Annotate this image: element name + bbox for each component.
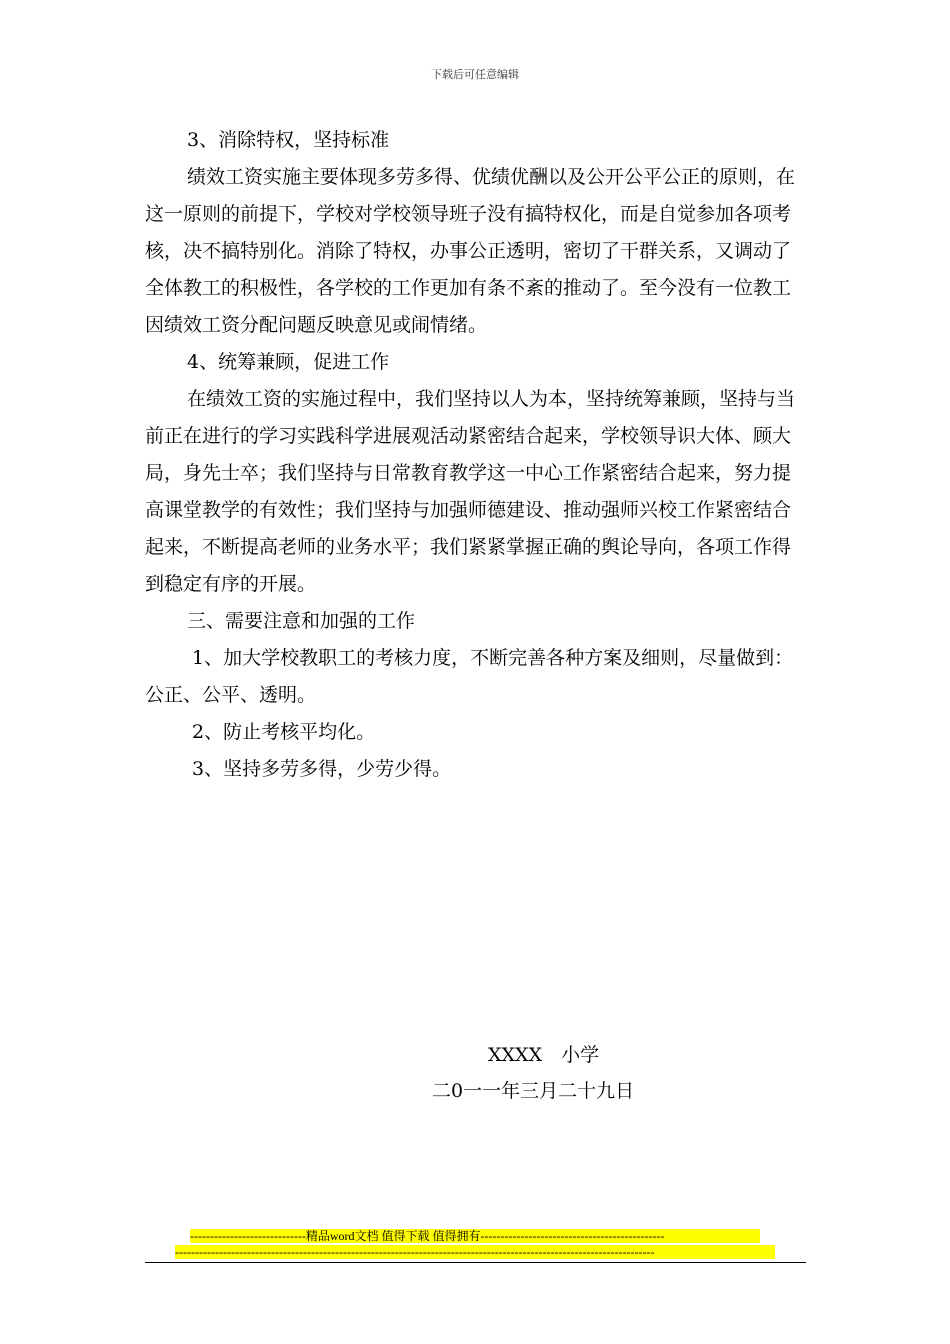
- paragraph: 在绩效工资的实施过程中，我们坚持以人为本，坚持统筹兼顾，坚持与当前正在进行的学习实践科学进展观活动紧密结合起来，学校领导识大体、顾大局，身先士卒；我们坚持与日常教育教学这一中心工作紧密结合起来，努力提高课堂教学的有效性；我们坚持与加强师德建设、推动强师兴校工作紧密结合起来，不断提高老师的业务水平；我们紧紧掌握正确的舆论导向，各项工作得到稳定有序的开展。: [145, 388, 796, 595]
- section-heading: 4、统筹兼顾，促进工作: [187, 351, 390, 373]
- list-item: 1、加大学校教职工的考核力度，不断完善各种方案及细则，尽量做到：公正、公平、透明。: [145, 647, 794, 706]
- signature-date: 二0一一年三月二十九日: [432, 1080, 635, 1102]
- footer-banner-dashes: ------------------------------------------------------------------------------------------------------------------------: [175, 1245, 775, 1259]
- page-header-note: 下载后可任意编辑: [431, 68, 519, 81]
- footer-divider: [145, 1262, 806, 1263]
- document-body: [145, 122, 807, 788]
- paragraph: 绩效工资实施主要体现多劳多得、优绩优酬以及公开公平公正的原则，在这一原则的前提下，学校对学校领导班子没有搞特权化，而是自觉参加各项考核，决不搞特别化。消除了特权，办事公正透明，密切了干群关系，又调动了全体教工的积极性，各学校的工作更加有条不紊的推动了。至今没有一位教工因绩效工资分配问题反映意见或闹情绪。: [145, 166, 796, 336]
- list-item: 2、防止考核平均化。: [192, 721, 376, 743]
- signature-school: XXXX 小学: [488, 1044, 600, 1066]
- footer-banner: -----------------------------精品word文档 值得下载 值得拥有----------------------------------------------: [190, 1229, 760, 1243]
- section-heading: 三、需要注意和加强的工作: [187, 610, 416, 632]
- list-item: 3、坚持多劳多得，少劳少得。: [192, 758, 452, 780]
- section-heading: 3、消除特权，坚持标准: [187, 129, 390, 151]
